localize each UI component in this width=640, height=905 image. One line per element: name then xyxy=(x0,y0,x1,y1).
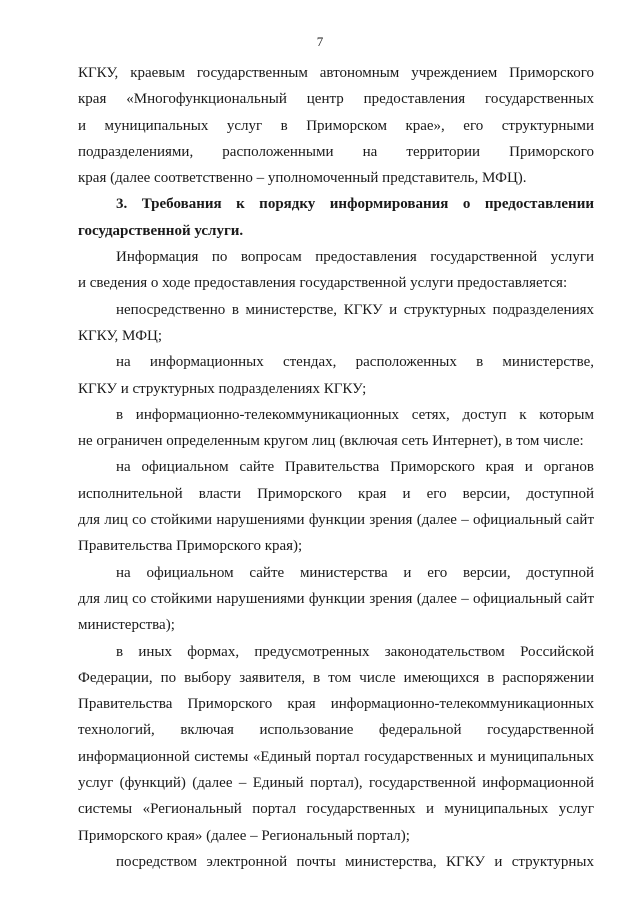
paragraph-6 xyxy=(78,402,594,455)
text-line: 3. Требования к порядку информирования о предоставлении xyxy=(116,196,594,213)
text-line: КГКУ, МФЦ; xyxy=(78,327,163,344)
paragraph-8 xyxy=(78,560,594,639)
text-line: в информационно-телекоммуникационных сетях, доступ к которым xyxy=(116,406,594,423)
paragraph-3 xyxy=(78,244,594,297)
text-line: и сведения о ходе предоставления государственной услуги предоставляется: xyxy=(78,275,568,292)
paragraph-10 xyxy=(78,849,594,875)
text-line: информационной системы «Единый портал государственных и муниципальных xyxy=(78,748,594,765)
text-line: министерства); xyxy=(78,617,175,634)
text-line: для лиц со стойкими нарушениями функции зрения (далее – официальный сайт xyxy=(78,590,594,607)
text-line: услуг (функций) (далее – Единый портал), государственной информационной xyxy=(78,775,594,792)
text-line: для лиц со стойкими нарушениями функции зрения (далее – официальный сайт xyxy=(78,512,594,529)
text-line: посредством электронной почты министерства, КГКУ и структурных xyxy=(116,853,594,870)
text-line: системы «Региональный портал государственных и муниципальных услуг xyxy=(78,801,594,818)
text-line: края «Многофункциональный центр предоставления государственных xyxy=(78,91,594,108)
section-heading xyxy=(78,191,594,244)
text-line: в иных формах, предусмотренных законодательством Российской xyxy=(116,643,594,660)
text-line: КГКУ, краевым государственным автономным учреждением Приморского xyxy=(78,65,594,81)
text-line: и муниципальных услуг в Приморском крае», его структурными xyxy=(78,117,594,134)
paragraph-9 xyxy=(78,639,594,849)
text-line: Приморского края» (далее – Региональный портал); xyxy=(78,827,410,844)
text-line: технологий, включая использование федеральной государственной xyxy=(78,722,594,739)
page-number: 7 xyxy=(316,34,324,49)
text-line: подразделениями, расположенными на территории Приморского xyxy=(78,143,594,160)
text-line: на официальном сайте министерства и его версии, доступной xyxy=(116,564,594,581)
text-line: Правительства Приморского края информационно-телекоммуникационных xyxy=(78,696,594,713)
text-line: Информация по вопросам предоставления государственной услуги xyxy=(116,249,594,266)
paragraph-7 xyxy=(78,454,594,559)
text-line: Федерации, по выбору заявителя, в том числе имеющихся в распоряжении xyxy=(78,669,594,686)
text-line: Правительства Приморского края); xyxy=(78,538,303,555)
text-line: государственной услуги. xyxy=(78,222,244,239)
text-line: исполнительной власти Приморского края и его версии, доступной xyxy=(78,485,594,502)
text-line: на официальном сайте Правительства Приморского края и органов xyxy=(116,459,594,476)
text-line: КГКУ и структурных подразделениях КГКУ; xyxy=(78,380,367,397)
text-line: не ограничен определенным кругом лиц (включая сеть Интернет), в том числе: xyxy=(78,433,584,450)
text-line: края (далее соответственно – уполномоченный представитель, МФЦ). xyxy=(78,170,527,187)
text-line: на информационных стендах, расположенных в министерстве, xyxy=(116,354,594,371)
paragraph-1 xyxy=(78,60,594,191)
paragraph-5 xyxy=(78,349,594,402)
paragraph-4 xyxy=(78,297,594,350)
text-line: непосредственно в министерстве, КГКУ и структурных подразделениях xyxy=(116,301,594,318)
document-body xyxy=(78,60,594,875)
